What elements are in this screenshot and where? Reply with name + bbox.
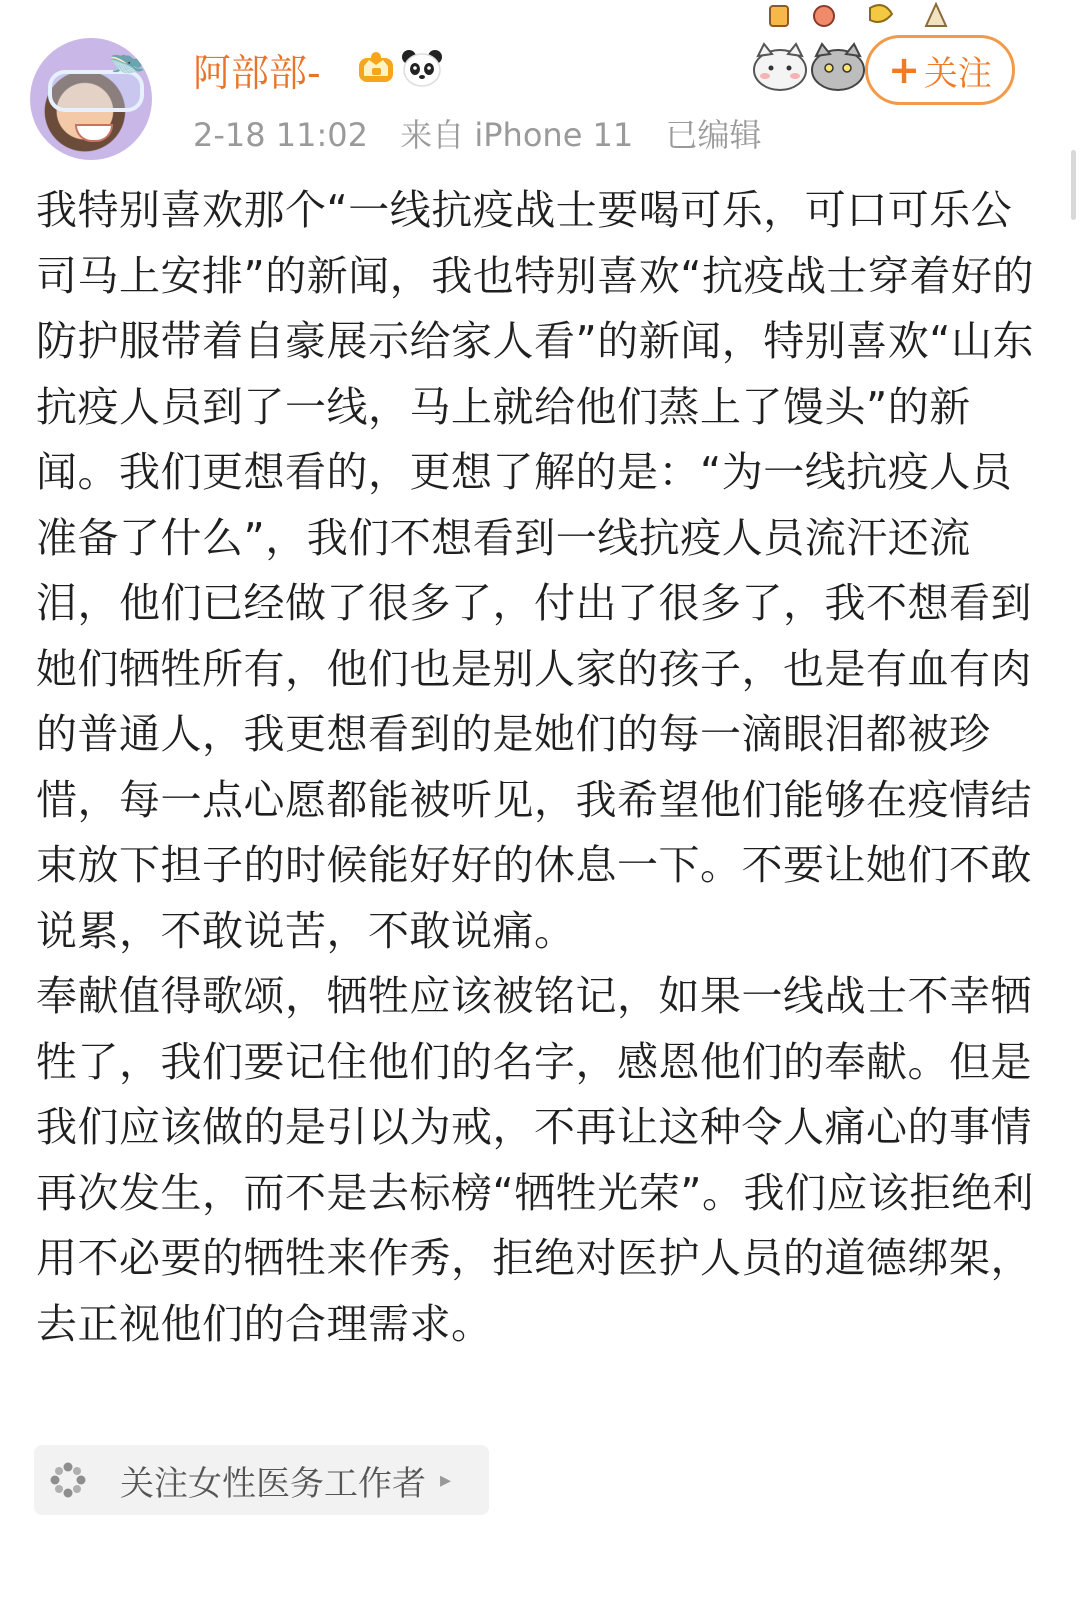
post-paragraph: 奉献值得歌颂，牺牲应该被铭记，如果一线战士不幸牺牲了，我们要记住他们的名字，感恩他们的奉献。但是我们应该做的是引以为戒，不再让这种令人痛心的事情再次发生，而不是去标榜“牺牲光荣”。我们应该拒绝利用不必要的牺牲来作秀，拒绝对医护人员的道德绑架，去正视他们的合理需求。 — [36, 972, 1034, 1348]
post-time: 2-18 11:02 — [193, 116, 369, 154]
whale-icon: 🐋 — [108, 42, 146, 77]
topic-super-icon — [34, 1445, 102, 1515]
panda-icon — [400, 48, 444, 88]
avatar[interactable] — [30, 38, 152, 160]
author-name[interactable]: 阿部部- — [193, 51, 321, 95]
post-paragraph: 我特别喜欢那个“一线抗疫战士要喝可乐，可口可乐公司马上安排”的新闻，我也特别喜欢“抗疫战士穿着好的防护服带着自豪展示给家人看”的新闻，特别喜欢“山东抗疫人员到了一线，马上就给他们蒸上了馒头”的新闻。我们更想看的，更想了解的是：“为一线抗疫人员准备了什么”，我们不想看到一线抗疫人员流汗还流泪，他们已经做了很多了，付出了很多了，我不想看到她们牺牲所有，他们也是别人家的孩子，也是有血有肉的普通人，我更想看到的是她们的每一滴眼泪都被珍惜，每一点心愿都能被听见，我希望他们能够在疫情结束放下担子的时候能好好的休息一下。不要让她们不敢说累，不敢说苦，不敢说痛。 — [36, 186, 1034, 955]
post-meta — [193, 110, 783, 156]
post-header — [0, 0, 1080, 175]
follow-button[interactable] — [865, 35, 1015, 105]
post-edited-flag[interactable]: 已编辑 — [665, 116, 762, 154]
follow-button-label: 关注 — [923, 53, 992, 94]
post-source: 来自 iPhone 11 — [400, 116, 634, 154]
scrollbar[interactable] — [1071, 150, 1076, 220]
topic-label: 关注女性医务工作者 — [120, 1463, 426, 1504]
plus-icon: + — [888, 48, 920, 92]
chevron-right-icon: ▸ — [440, 1467, 452, 1493]
post-body — [36, 178, 1036, 1357]
avatar-smile-shape — [75, 124, 113, 142]
topic-link[interactable] — [34, 1445, 489, 1515]
crown-icon — [355, 48, 397, 84]
